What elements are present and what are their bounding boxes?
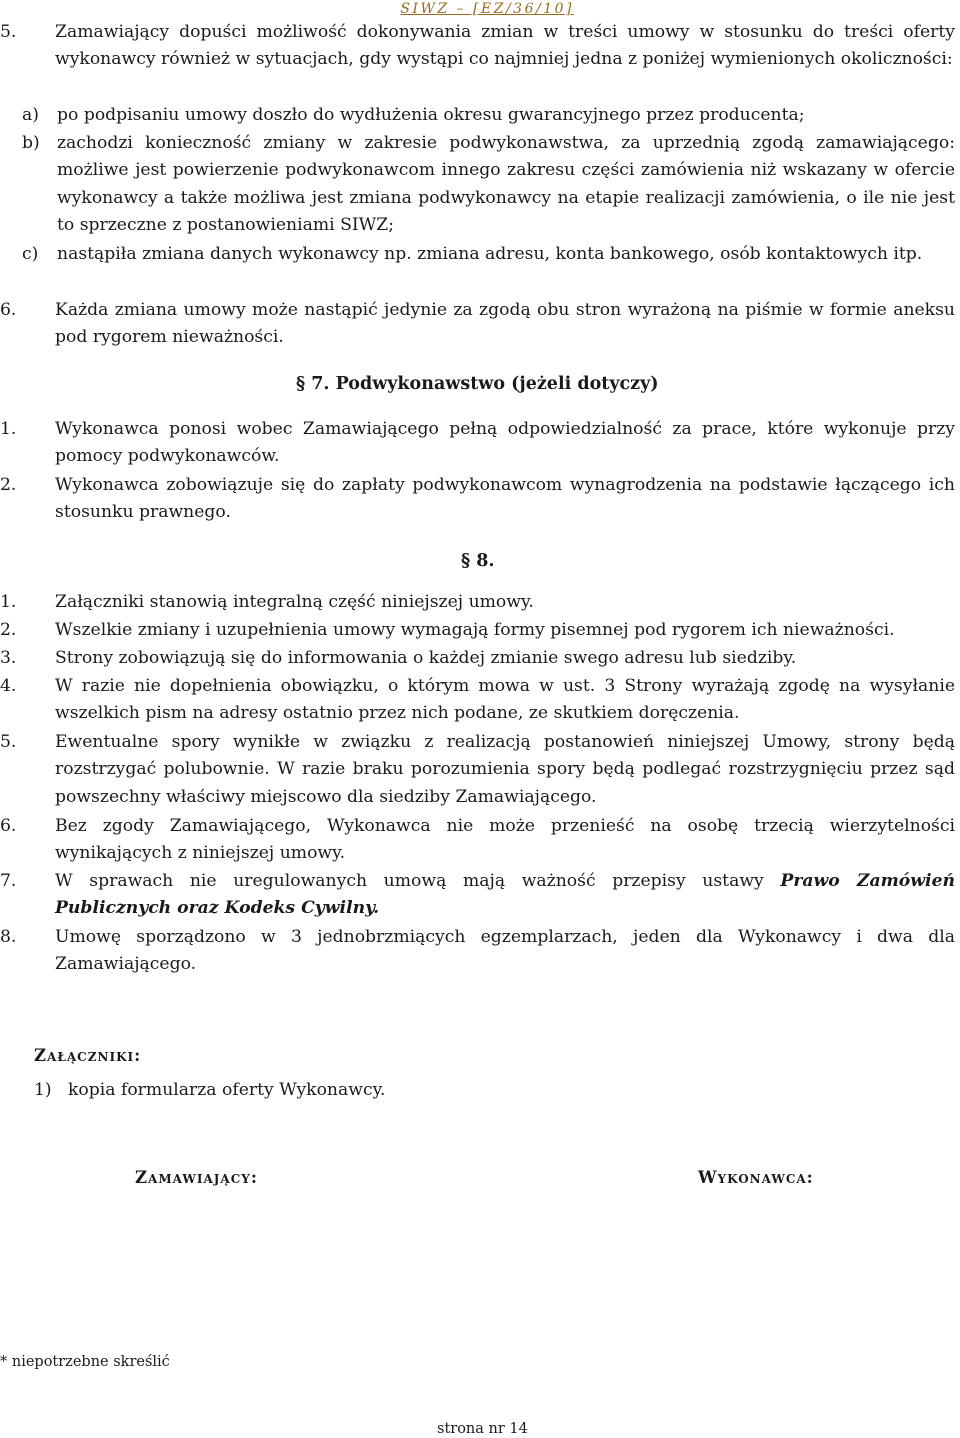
list-number: 7. — [0, 871, 17, 891]
list-text — [55, 868, 955, 923]
subitem-text: nastąpiła zmiana danych wykonawcy np. zmiana adresu, konta bankowego, osób kontaktowych itp. — [57, 244, 923, 264]
list-number: 4. — [0, 676, 17, 696]
list8-item-3 — [0, 645, 955, 672]
list-text: Wykonawca ponosi wobec Zamawiającego pełną odpowiedzialność za prace, które wykonuje przy pomocy podwykonawców. — [55, 419, 955, 467]
subitem-c — [22, 241, 955, 268]
attachment-text: kopia formularza oferty Wykonawcy. — [68, 1080, 386, 1100]
paragraph-number: 6. — [0, 300, 17, 320]
section-heading-8: § 8. — [461, 551, 495, 571]
paragraph-5 — [0, 19, 955, 74]
list-text: Bez zgody Zamawiającego, Wykonawca nie może przenieść na osobę trzecią wierzytelności wynikających z niniejszej umowy. — [55, 816, 955, 864]
list-number: 1. — [0, 592, 17, 612]
page-number: strona nr 14 — [437, 1421, 528, 1437]
subitem-label: a) — [22, 105, 39, 125]
paragraph-text: Każda zmiana umowy może nastąpić jedynie za zgodą obu stron wyrażoną na piśmie w formie aneksu pod rygorem nieważności. — [55, 300, 955, 348]
subitem-label: c) — [22, 244, 39, 264]
attachment-item-1 — [34, 1077, 634, 1104]
subitem-a — [22, 102, 955, 129]
list-text: Strony zobowiązują się do informowania o każdej zmianie swego adresu lub siedziby. — [55, 648, 797, 668]
list-text: W razie nie dopełnienia obowiązku, o którym mowa w ust. 3 Strony wyrażają zgodę na wysyłanie wszelkich pism na adresy ostatnio przez nich podane, ze skutkiem doręczenia. — [55, 676, 955, 724]
section-heading-7: § 7. Podwykonawstwo (jeżeli dotyczy) — [296, 374, 659, 394]
paragraph-6 — [0, 297, 955, 352]
list-number: 1. — [0, 419, 17, 439]
statute-name-emphasis: Prawo Zamówień Publicznych oraz Kodeks Cywilny. — [55, 871, 956, 919]
list8-item-4 — [0, 673, 955, 728]
list-text: Wykonawca zobowiązuje się do zapłaty podwykonawcom wynagrodzenia na podstawie łączącego ich stosunku prawnego. — [55, 475, 955, 523]
list-number: 5. — [0, 732, 17, 752]
list-number: 2. — [0, 475, 17, 495]
list8-item-5 — [0, 729, 955, 811]
attachments-title: Załączniki: — [34, 1046, 142, 1065]
list8-item-1 — [0, 589, 955, 616]
footnote: * niepotrzebne skreślić — [0, 1354, 170, 1370]
list8-item-6 — [0, 813, 955, 868]
list7-item-1 — [0, 416, 955, 471]
list-text: Załączniki stanowią integralną część niniejszej umowy. — [55, 592, 534, 612]
attachment-number: 1) — [34, 1080, 52, 1100]
list-number: 2. — [0, 620, 17, 640]
list-text: Wszelkie zmiany i uzupełnienia umowy wymagają formy pisemnej pod rygorem ich nieważności. — [55, 620, 895, 640]
list8-item-8 — [0, 924, 955, 979]
list7-item-2 — [0, 472, 955, 527]
paragraph-number: 5. — [0, 22, 17, 42]
list8-item-7 — [0, 868, 955, 923]
list-number: 6. — [0, 816, 17, 836]
subitem-text: zachodzi konieczność zmiany w zakresie podwykonawstwa, za uprzednią zgodą zamawiającego: możliwe jest powierzenie podwykonawcom innego zakresu części zamówienia niż wskazany w ofercie wykonawcy a także możliwa jest zmiana podwykonawcy na etapie realizacji zamówienia, o ile nie jest to sprzeczne z postanowieniami SIWZ; — [57, 133, 955, 236]
paragraph-text: Zamawiający dopuści możliwość dokonywania zmian w treści umowy w stosunku do treści oferty wykonawcy również w sytuacjach, gdy wystąpi co najmniej jedna z poniżej wymienionych okoliczności: — [55, 22, 955, 70]
subitem-b — [22, 130, 955, 240]
subitem-label: b) — [22, 133, 40, 153]
list8-item-2 — [0, 617, 955, 644]
subitem-text: po podpisaniu umowy doszło do wydłużenia okresu gwarancyjnego przez producenta; — [57, 105, 805, 125]
list-text: Ewentualne spory wynikłe w związku z realizacją postanowień niniejszej Umowy, strony będą rozstrzygać polubownie. W razie braku porozumienia spory będą podlegać rozstrzygnięciu przez sąd powszechny właściwy miejscowo dla siedziby Zamawiającego. — [55, 732, 955, 807]
document-reference-header: SIWZ – [EZ/36/10] — [400, 1, 574, 17]
signature-label-zamawiajacy: Zamawiający: — [135, 1168, 258, 1187]
list-text-plain: W sprawach nie uregulowanych umową mają ważność przepisy ustawy — [55, 871, 781, 891]
list-number: 3. — [0, 648, 17, 668]
signature-label-wykonawca: Wykonawca: — [698, 1168, 814, 1187]
list-text: Umowę sporządzono w 3 jednobrzmiących egzemplarzach, jeden dla Wykonawcy i dwa dla Zamawiającego. — [55, 927, 955, 975]
list-number: 8. — [0, 927, 17, 947]
